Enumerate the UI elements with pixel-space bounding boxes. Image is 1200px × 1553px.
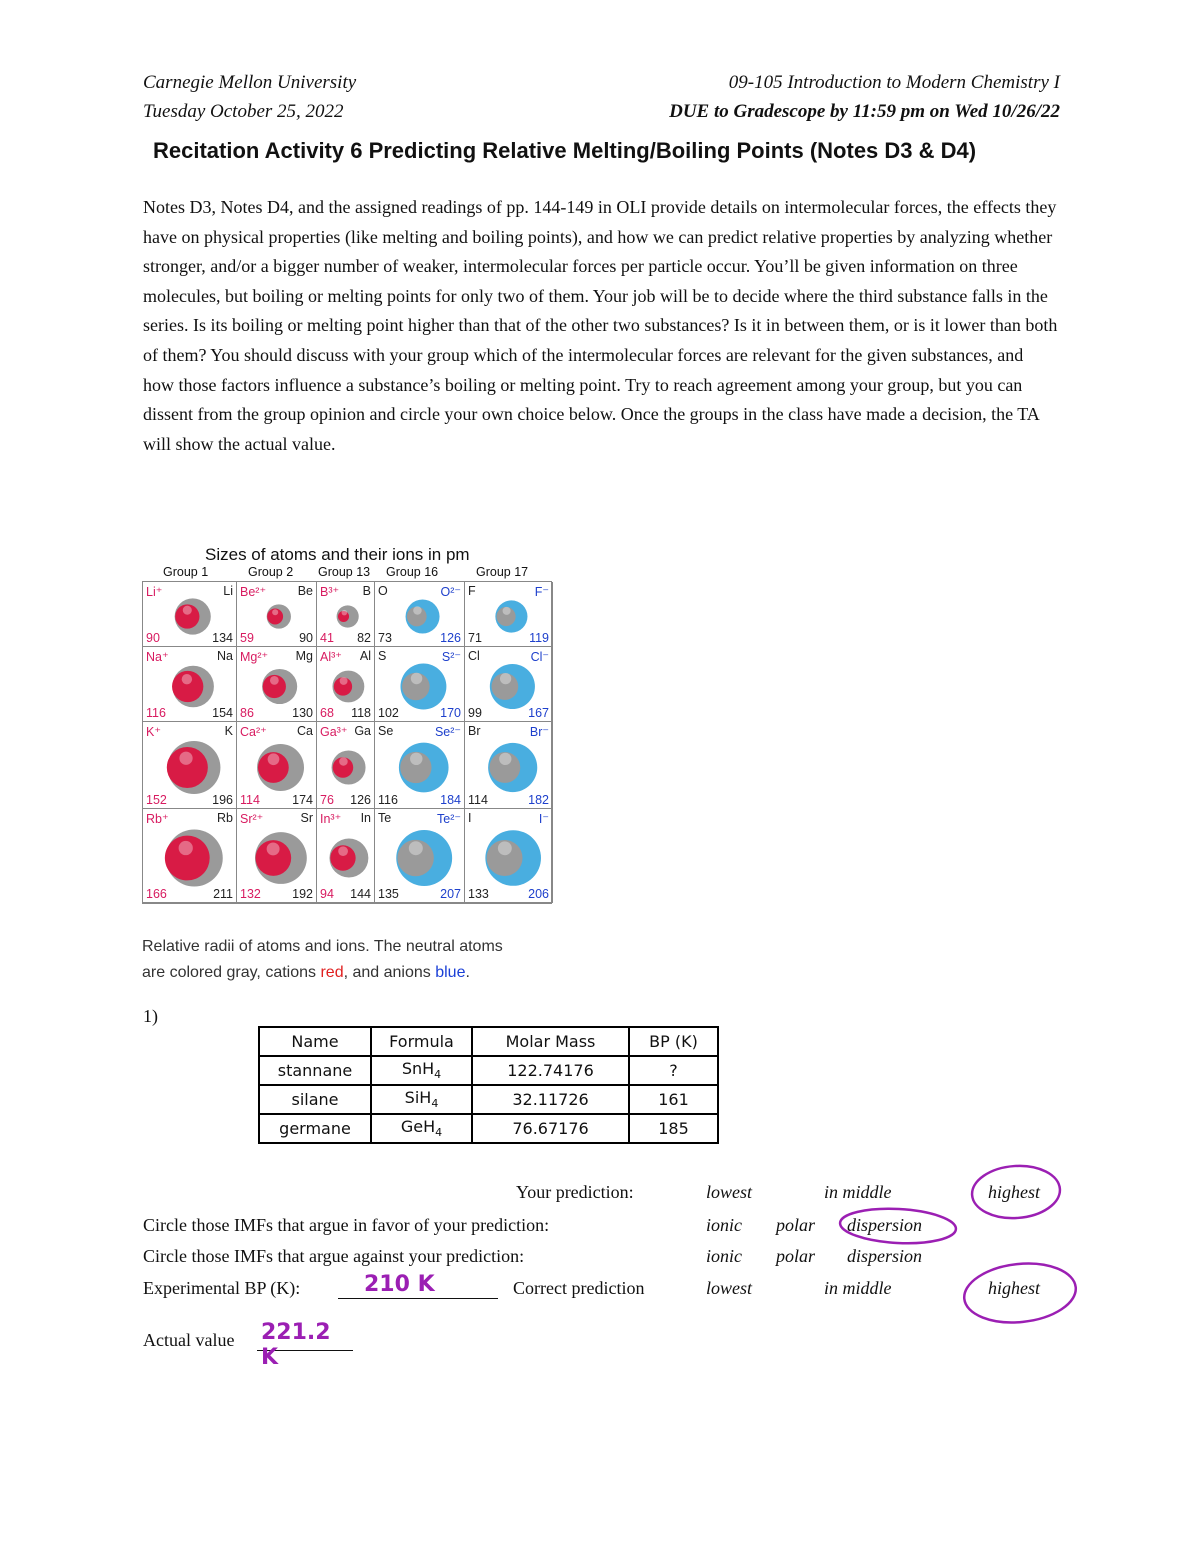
atom-radius: 154 — [212, 706, 233, 720]
group-label-2: Group 2 — [248, 565, 294, 579]
atom-symbol: Al — [359, 649, 371, 663]
atom-radius: 196 — [212, 793, 233, 807]
ion-radius: 68 — [320, 706, 334, 720]
ion-radius: 206 — [528, 887, 549, 901]
ion-symbol: S²⁻ — [441, 650, 461, 664]
header-date: Tuesday October 25, 2022 — [143, 101, 344, 122]
col-header-bp: BP (K) — [629, 1027, 718, 1056]
atom-radius: 102 — [378, 706, 399, 720]
against-label: Circle those IMFs that argue against your prediction: — [143, 1246, 525, 1266]
atom-radius: 211 — [213, 887, 233, 901]
atom-symbol: Cl — [468, 649, 480, 663]
ion-symbol: K⁺ — [146, 725, 161, 739]
atom-radius: 130 — [292, 706, 313, 720]
atom-radius: 82 — [357, 631, 371, 645]
atom-symbol: Se — [378, 724, 394, 738]
ion-symbol: O²⁻ — [440, 585, 461, 599]
ion-symbol: Rb⁺ — [146, 812, 169, 826]
header-due-date: DUE to Gradescope by 11:59 pm on Wed 10/26/22 — [669, 101, 1060, 122]
caption-text: are colored gray, cations — [142, 964, 321, 981]
ion-radius: 132 — [240, 887, 261, 901]
atom-symbol: Na — [217, 649, 233, 663]
circle-correct-highest — [961, 1258, 1078, 1327]
ion-radius: 170 — [440, 706, 461, 720]
group-label-13: Group 13 — [318, 565, 371, 579]
ion-symbol: F⁻ — [534, 585, 549, 599]
atom-symbol: F — [468, 584, 476, 598]
ion-radius: 207 — [440, 887, 461, 901]
option-dispersion[interactable]: dispersion — [847, 1246, 923, 1266]
atom-radius: 99 — [468, 706, 482, 720]
caption-line-1: Relative radii of atoms and ions. The neutral atoms — [142, 938, 503, 955]
atom-symbol: Be — [297, 584, 313, 598]
ion-radius: 167 — [528, 706, 549, 720]
ion-symbol: Mg²⁺ — [240, 650, 269, 664]
atom-symbol: Br — [468, 724, 481, 738]
atom-symbol: Li — [223, 584, 233, 598]
atom-symbol: B — [362, 584, 371, 598]
ion-radius: 184 — [440, 793, 461, 807]
option-in-middle[interactable]: in middle — [824, 1278, 892, 1298]
experimental-bp-label: Experimental BP (K): — [143, 1278, 301, 1298]
option-polar[interactable]: polar — [776, 1215, 816, 1235]
ion-radius: 94 — [320, 887, 334, 901]
cell-molar-mass: 122.74176 — [472, 1056, 629, 1085]
group-label-16: Group 16 — [386, 565, 439, 579]
option-highest[interactable]: highest — [988, 1278, 1040, 1298]
atom-symbol: Te — [378, 811, 392, 825]
atom-radius: 174 — [292, 793, 313, 807]
ion-radius: 76 — [320, 793, 334, 807]
option-dispersion[interactable]: dispersion — [847, 1215, 923, 1235]
cell-name: silane — [259, 1085, 371, 1114]
option-highest[interactable]: highest — [988, 1182, 1040, 1202]
ion-symbol: Na⁺ — [146, 650, 169, 664]
favor-label: Circle those IMFs that argue in favor of your prediction: — [143, 1215, 550, 1235]
cell-bp: ? — [629, 1056, 718, 1085]
atom-radius: 192 — [292, 887, 313, 901]
ion-radius: 119 — [529, 631, 549, 645]
ion-radius: 114 — [240, 793, 260, 807]
formula-subscript: 4 — [434, 1068, 442, 1082]
atom-radius: 90 — [299, 631, 313, 645]
caption-text-mid: , and anions — [343, 964, 436, 981]
cell-molar-mass: 32.11726 — [472, 1085, 629, 1114]
ion-symbol: In³⁺ — [320, 812, 342, 826]
caption-blue-word: blue — [435, 964, 466, 981]
formula-text: SiH — [404, 1088, 432, 1108]
ion-symbol: B³⁺ — [320, 585, 340, 599]
atom-symbol: S — [378, 649, 387, 663]
atom-symbol: Ca — [297, 724, 313, 738]
atom-symbol: K — [224, 724, 233, 738]
atom-symbol: Rb — [217, 811, 233, 825]
group-label-17: Group 17 — [476, 565, 529, 579]
figure-title: Sizes of atoms and their ions in pm — [205, 545, 470, 564]
col-header-molar-mass: Molar Mass — [472, 1027, 629, 1056]
col-header-formula: Formula — [371, 1027, 472, 1056]
ion-symbol: I⁻ — [538, 812, 549, 826]
atom-symbol: In — [360, 811, 371, 825]
circle-your-prediction-highest — [970, 1163, 1061, 1221]
atom-radius: 71 — [468, 631, 482, 645]
formula-subscript: 4 — [435, 1126, 443, 1140]
atom-radius: 144 — [350, 887, 371, 901]
your-prediction-label: Your prediction: — [516, 1182, 634, 1202]
cell-molar-mass: 76.67176 — [472, 1114, 629, 1143]
ion-radius: 86 — [240, 706, 254, 720]
atom-symbol: I — [468, 811, 472, 825]
correct-prediction-label: Correct prediction — [513, 1278, 645, 1298]
atom-radius: 133 — [468, 887, 489, 901]
formula-subscript: 4 — [431, 1097, 439, 1111]
atom-symbol: Sr — [300, 811, 313, 825]
atom-symbol: O — [378, 584, 388, 598]
question-number: 1) — [143, 1006, 158, 1026]
ion-symbol: Se²⁻ — [434, 725, 461, 739]
col-header-name: Name — [259, 1027, 371, 1056]
actual-value-label: Actual value — [143, 1330, 235, 1350]
atom-radius: 134 — [212, 631, 233, 645]
group-label-1: Group 1 — [163, 565, 209, 579]
ion-symbol: Ca²⁺ — [240, 725, 267, 739]
ion-radius: 152 — [146, 793, 167, 807]
header-university: Carnegie Mellon University — [143, 72, 357, 93]
option-polar[interactable]: polar — [776, 1246, 816, 1266]
ion-symbol: Cl⁻ — [530, 650, 549, 664]
atom-symbol: Mg — [295, 649, 313, 663]
atom-radius: 73 — [378, 631, 392, 645]
intro-paragraph: Notes D3, Notes D4, and the assigned readings of pp. 144-149 in OLI provide details on intermolecular forces, the effects they have on physical properties (like melting and boiling points), and how we can predict relative properties by analyzing whether stronger, and/or a bigger number of weaker, intermolecular forces per particle occur. You’ll be given information on three molecules, but boiling or melting points for only two of them. Your job will be to decide where the third substance falls in the series. Is its boiling or melting point higher than that of the other two substances? Is it in between them, or is it lower than both of them? You should discuss with your group which of the intermolecular forces are relevant for the given substances, and how those factors influence a substance’s boiling or melting point. Try to reach agreement among your group, but you can dissent from the group opinion and circle your own choice below. Once the groups in the class have made a decision, the TA will show the actual value. — [143, 197, 1058, 454]
atom-radius: 116 — [378, 793, 398, 807]
atom-radius: 126 — [350, 793, 371, 807]
caption-period: . — [465, 964, 470, 981]
page-title: Recitation Activity 6 Predicting Relative Melting/Boiling Points (Notes D3 & D4) — [153, 138, 977, 163]
option-ionic[interactable]: ionic — [706, 1246, 742, 1266]
formula-text: SnH — [401, 1059, 435, 1079]
actual-value-handwritten: 221.2 K — [261, 1320, 331, 1370]
option-lowest[interactable]: lowest — [706, 1182, 753, 1202]
ion-symbol: Li⁺ — [146, 585, 163, 599]
cell-name: germane — [259, 1114, 371, 1143]
option-in-middle[interactable]: in middle — [824, 1182, 892, 1202]
ion-radius: 90 — [146, 631, 160, 645]
experimental-bp-handwritten: 210 K — [364, 1272, 435, 1297]
option-ionic[interactable]: ionic — [706, 1215, 742, 1235]
option-lowest[interactable]: lowest — [706, 1278, 753, 1298]
ion-radius: 59 — [240, 631, 254, 645]
ion-symbol: Te²⁻ — [437, 812, 461, 826]
ion-radius: 126 — [440, 631, 461, 645]
atom-radius: 135 — [378, 887, 399, 901]
formula-text: GeH — [400, 1117, 436, 1137]
atom-radius: 118 — [351, 706, 371, 720]
cell-bp: 185 — [629, 1114, 718, 1143]
ion-symbol: Al³⁺ — [320, 650, 342, 664]
cell-bp: 161 — [629, 1085, 718, 1114]
header-course: 09-105 Introduction to Modern Chemistry I — [728, 72, 1060, 93]
cell-name: stannane — [259, 1056, 371, 1085]
ion-radius: 116 — [146, 706, 166, 720]
caption-red-word: red — [320, 964, 344, 981]
atom-symbol: Ga — [354, 724, 371, 738]
ion-symbol: Sr²⁺ — [240, 812, 264, 826]
atom-radius: 114 — [468, 793, 488, 807]
ion-radius: 41 — [320, 631, 334, 645]
ion-symbol: Ga³⁺ — [320, 725, 348, 739]
ion-radius: 166 — [146, 887, 167, 901]
ion-radius: 182 — [528, 793, 549, 807]
circle-favor-dispersion — [839, 1206, 957, 1246]
ion-symbol: Be²⁺ — [240, 585, 267, 599]
ion-symbol: Br⁻ — [529, 725, 549, 739]
